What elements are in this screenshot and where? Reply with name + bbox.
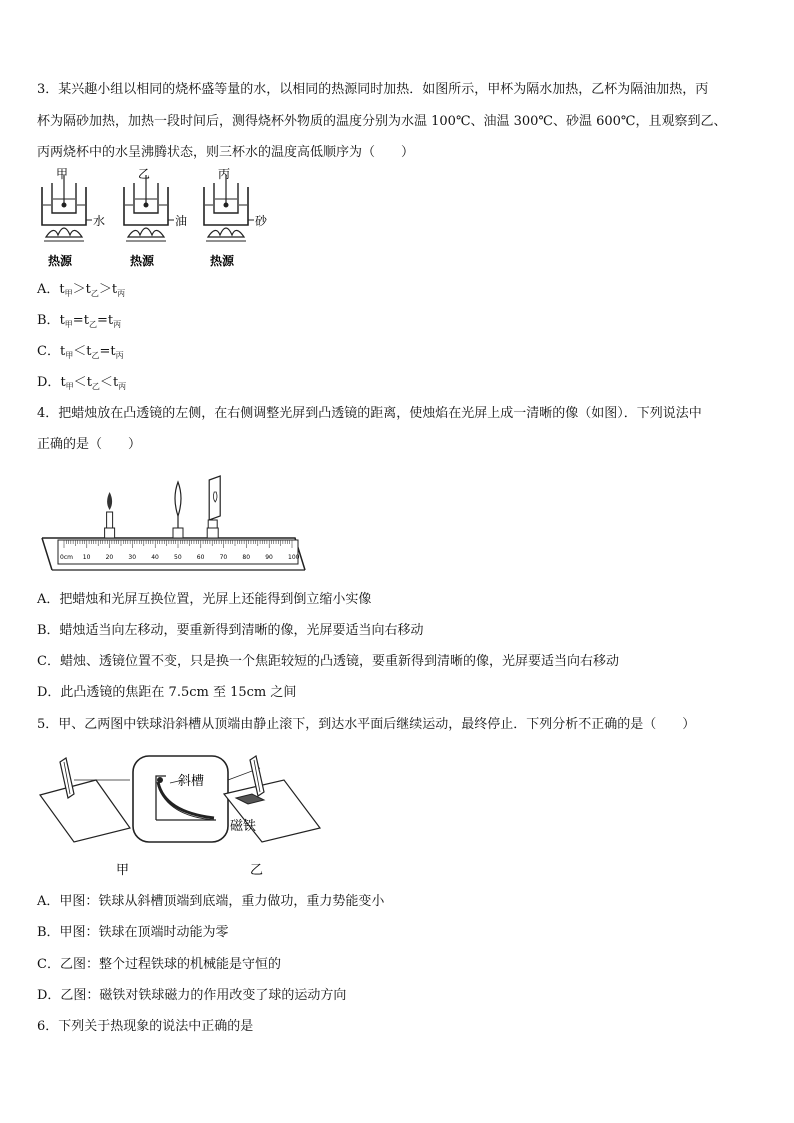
- ruler-tick-label: 40: [151, 554, 159, 561]
- svg-text:水: 水: [93, 214, 106, 228]
- ruler-tick-label: 50: [174, 554, 182, 561]
- candle: [105, 492, 115, 538]
- q4-text-line-1: 4．把蜡烛放在凸透镜的左侧，在右侧调整光屏到凸透镜的距离，使烛焰在光屏上成一清晰的像（如图）．下列说法中: [37, 406, 702, 421]
- zoom-inset: [133, 756, 228, 842]
- ruler-tick-label: 70: [219, 554, 228, 561]
- q4-option-b[interactable]: B．蜡烛适当向左移动，要重新得到清晰的像，光屏要适当向右移动: [37, 623, 424, 638]
- ruler-tick-label: 10: [82, 554, 91, 561]
- beaker-water: [42, 167, 105, 268]
- q4-option-a[interactable]: A．把蜡烛和光屏互换位置，光屏上还能得到倒立缩小实像: [37, 592, 372, 607]
- chute-label: 斜槽: [178, 774, 205, 789]
- svg-text:热源: 热源: [48, 254, 73, 268]
- ruler-tick-label: 30: [128, 554, 137, 561]
- q3-text-line-3: 丙两烧杯中的水呈沸腾状态，则三杯水的温度高低顺序为（ ）: [37, 145, 415, 160]
- svg-text:砂: 砂: [255, 214, 268, 228]
- q3-option-c[interactable]: C．$t_甲<t_乙=t_丙$: [37, 344, 124, 360]
- svg-text:油: 油: [175, 214, 188, 228]
- q3-heating-figure: [34, 165, 268, 273]
- q5-option-b[interactable]: B．甲图：铁球在顶端时动能为零: [37, 925, 229, 940]
- q5-text-line-1: 5．甲、乙两图中铁球沿斜槽从顶端由静止滚下，到达水平面后继续运动，最终停止．下列分析不正确的是（ ）: [37, 717, 696, 732]
- ruler-tick-label: 20: [105, 554, 114, 561]
- q5-option-c[interactable]: C．乙图：整个过程铁球的机械能是守恒的: [37, 957, 281, 972]
- q3-option-b[interactable]: B．$t_甲=t_乙=t_丙$: [37, 313, 122, 329]
- q3-option-a[interactable]: A．$t_甲>t_乙>t_丙$: [37, 282, 126, 298]
- svg-text:丙: 丙: [218, 167, 231, 181]
- magnet-label: 磁铁: [230, 819, 257, 834]
- q3-text-line-1: 3．某兴趣小组以相同的烧杯盛等量的水，以相同的热源同时加热．如图所示，甲杯为隔水加热，乙杯为隔油加热，丙: [37, 82, 709, 97]
- q4-option-d[interactable]: D．此凸透镜的焦距在 7.5cm 至 15cm 之间: [37, 685, 297, 700]
- ruler-tick-label: 90: [265, 554, 273, 561]
- board-left: [40, 780, 130, 842]
- q5-chute-figure: [38, 750, 323, 880]
- q3-text-line-2: 杯为隔砂加热，加热一段时间后，测得烧杯外物质的温度分别为水温 100℃、油温 300℃、砂温 600℃，且观察到乙、: [37, 114, 727, 129]
- q6-text-line-1: 6．下列关于热现象的说法中正确的是: [37, 1019, 254, 1034]
- caption-left: 甲: [116, 863, 130, 878]
- ruler-tick-label: 80: [242, 554, 251, 561]
- ruler-tick-label: 100: [288, 554, 300, 561]
- beaker-sand: [204, 167, 268, 268]
- svg-text:热源: 热源: [210, 254, 235, 268]
- beaker-top-label: 甲: [56, 167, 69, 181]
- q5-option-d[interactable]: D．乙图：磁铁对铁球磁力的作用改变了球的运动方向: [37, 988, 347, 1003]
- ruler-tick-label: 60: [196, 554, 205, 561]
- svg-text:乙: 乙: [138, 167, 151, 181]
- convex-lens: [173, 482, 183, 538]
- svg-text:热源: 热源: [130, 254, 155, 268]
- ruler-unit-label: 0cm: [60, 554, 73, 561]
- caption-right: 乙: [250, 863, 264, 878]
- beaker-oil: [124, 167, 187, 268]
- light-screen: [207, 476, 220, 538]
- q3-option-d[interactable]: D．$t_甲<t_乙<t_丙$: [37, 375, 127, 391]
- q5-option-a[interactable]: A．甲图：铁球从斜槽顶端到底端，重力做功，重力势能变小: [37, 894, 385, 909]
- q4-option-c[interactable]: C．蜡烛、透镜位置不变，只是换一个焦距较短的凸透镜，要重新得到清晰的像，光屏要适当向右移动: [37, 654, 619, 669]
- q4-text-line-2: 正确的是（ ）: [37, 437, 142, 452]
- q4-optical-bench-figure: [40, 470, 315, 575]
